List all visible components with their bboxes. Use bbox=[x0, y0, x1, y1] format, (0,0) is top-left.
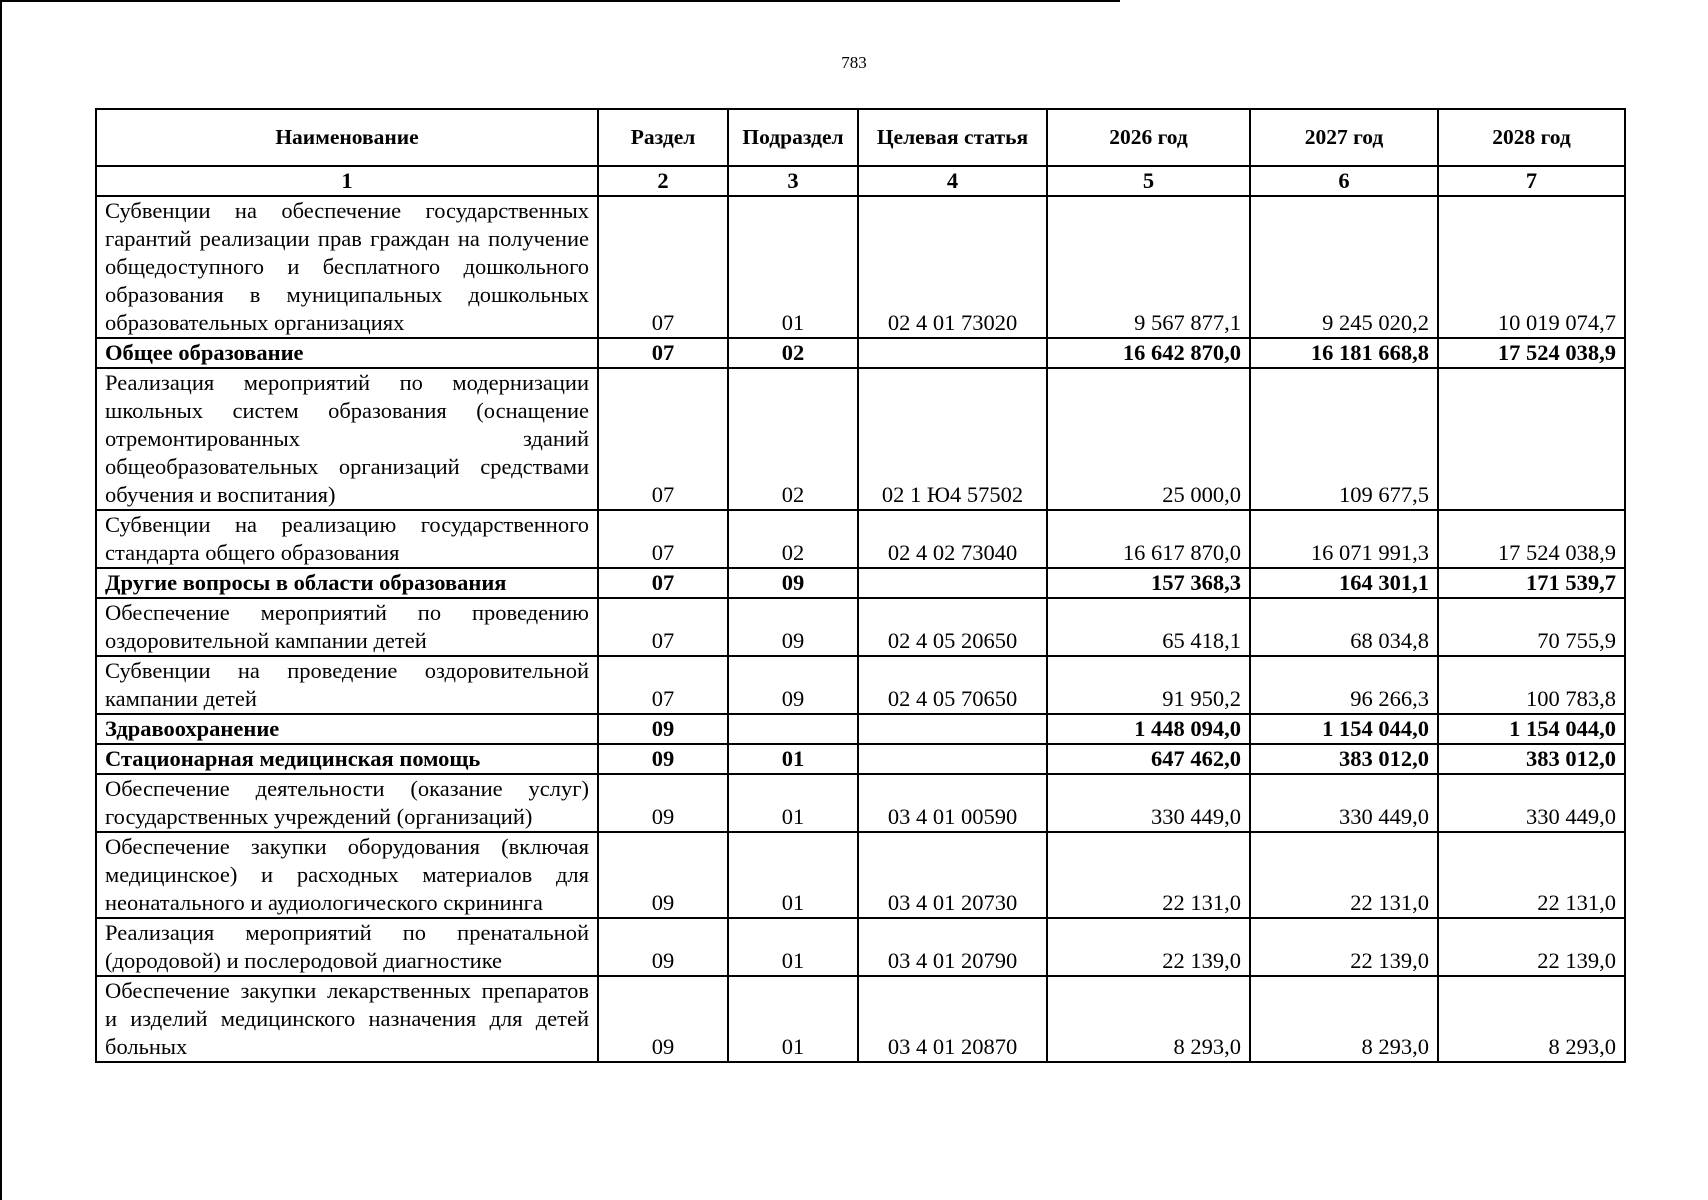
row-amount-2026: 157 368,3 bbox=[1047, 568, 1250, 598]
row-razdel: 07 bbox=[598, 510, 728, 568]
row-razdel: 07 bbox=[598, 598, 728, 656]
row-amount-2028: 1 154 044,0 bbox=[1438, 714, 1625, 744]
row-amount-2027: 383 012,0 bbox=[1250, 744, 1438, 774]
row-amount-2027: 1 154 044,0 bbox=[1250, 714, 1438, 744]
row-razdel: 07 bbox=[598, 568, 728, 598]
row-tselevaya bbox=[858, 568, 1047, 598]
row-name: Реализация мероприятий по модернизации школьных систем образования (оснащение отремонтированных зданий общеобразовательных организаций средствами обучения и воспитания) bbox=[96, 368, 598, 510]
table-row bbox=[96, 774, 1625, 832]
row-podrazdel: 02 bbox=[728, 510, 858, 568]
column-number: 3 bbox=[728, 166, 858, 196]
row-podrazdel bbox=[728, 714, 858, 744]
table-row-subtotal bbox=[96, 568, 1625, 598]
row-podrazdel: 01 bbox=[728, 976, 858, 1062]
row-podrazdel: 09 bbox=[728, 568, 858, 598]
row-amount-2028 bbox=[1438, 368, 1625, 510]
row-podrazdel: 01 bbox=[728, 774, 858, 832]
row-name: Обеспечение мероприятий по проведению оздоровительной кампании детей bbox=[96, 598, 598, 656]
row-razdel: 09 bbox=[598, 714, 728, 744]
row-amount-2028: 383 012,0 bbox=[1438, 744, 1625, 774]
row-amount-2028: 100 783,8 bbox=[1438, 656, 1625, 714]
row-amount-2028: 17 524 038,9 bbox=[1438, 510, 1625, 568]
row-amount-2026: 1 448 094,0 bbox=[1047, 714, 1250, 744]
row-name: Обеспечение закупки лекарственных препаратов и изделий медицинского назначения для детей больных bbox=[96, 976, 598, 1062]
row-amount-2028: 8 293,0 bbox=[1438, 976, 1625, 1062]
row-name: Здравоохранение bbox=[96, 714, 598, 744]
row-tselevaya: 02 4 05 70650 bbox=[858, 656, 1047, 714]
row-name: Общее образование bbox=[96, 338, 598, 368]
top-border-line bbox=[0, 0, 1120, 2]
row-tselevaya: 03 4 01 20730 bbox=[858, 832, 1047, 918]
column-number: 6 bbox=[1250, 166, 1438, 196]
row-amount-2027: 330 449,0 bbox=[1250, 774, 1438, 832]
row-amount-2028: 10 019 074,7 bbox=[1438, 196, 1625, 338]
table-row bbox=[96, 196, 1625, 338]
header-tselevaya: Целевая статья bbox=[858, 109, 1047, 166]
column-number: 2 bbox=[598, 166, 728, 196]
page-number: 783 bbox=[841, 53, 867, 72]
column-number: 5 bbox=[1047, 166, 1250, 196]
row-razdel: 07 bbox=[598, 196, 728, 338]
row-name: Субвенции на проведение оздоровительной кампании детей bbox=[96, 656, 598, 714]
row-amount-2026: 330 449,0 bbox=[1047, 774, 1250, 832]
column-number: 1 bbox=[96, 166, 598, 196]
table-header-row bbox=[96, 109, 1625, 166]
row-podrazdel: 01 bbox=[728, 918, 858, 976]
column-number: 7 bbox=[1438, 166, 1625, 196]
row-amount-2028: 70 755,9 bbox=[1438, 598, 1625, 656]
row-podrazdel: 01 bbox=[728, 832, 858, 918]
row-amount-2027: 22 139,0 bbox=[1250, 918, 1438, 976]
row-razdel: 09 bbox=[598, 832, 728, 918]
row-amount-2026: 25 000,0 bbox=[1047, 368, 1250, 510]
row-podrazdel: 02 bbox=[728, 368, 858, 510]
row-amount-2026: 16 617 870,0 bbox=[1047, 510, 1250, 568]
row-amount-2027: 9 245 020,2 bbox=[1250, 196, 1438, 338]
row-name: Стационарная медицинская помощь bbox=[96, 744, 598, 774]
table-row bbox=[96, 368, 1625, 510]
row-amount-2028: 17 524 038,9 bbox=[1438, 338, 1625, 368]
row-razdel: 09 bbox=[598, 918, 728, 976]
row-podrazdel: 01 bbox=[728, 196, 858, 338]
row-tselevaya bbox=[858, 338, 1047, 368]
row-name: Другие вопросы в области образования bbox=[96, 568, 598, 598]
row-amount-2028: 330 449,0 bbox=[1438, 774, 1625, 832]
table-row-subtotal bbox=[96, 744, 1625, 774]
row-amount-2026: 65 418,1 bbox=[1047, 598, 1250, 656]
row-amount-2026: 22 139,0 bbox=[1047, 918, 1250, 976]
row-amount-2028: 22 131,0 bbox=[1438, 832, 1625, 918]
row-name: Субвенции на обеспечение государственных гарантий реализации прав граждан на получение общедоступного и бесплатного дошкольного образования в муниципальных дошкольных образовательных организациях bbox=[96, 196, 598, 338]
row-tselevaya: 03 4 01 20870 bbox=[858, 976, 1047, 1062]
header-2026: 2026 год bbox=[1047, 109, 1250, 166]
table-row bbox=[96, 656, 1625, 714]
row-name: Обеспечение деятельности (оказание услуг) государственных учреждений (организаций) bbox=[96, 774, 598, 832]
row-amount-2027: 8 293,0 bbox=[1250, 976, 1438, 1062]
row-amount-2027: 16 071 991,3 bbox=[1250, 510, 1438, 568]
row-razdel: 09 bbox=[598, 744, 728, 774]
row-name: Субвенции на реализацию государственного стандарта общего образования bbox=[96, 510, 598, 568]
row-tselevaya: 02 4 05 20650 bbox=[858, 598, 1047, 656]
row-amount-2027: 96 266,3 bbox=[1250, 656, 1438, 714]
row-razdel: 07 bbox=[598, 338, 728, 368]
header-name: Наименование bbox=[96, 109, 598, 166]
table-body bbox=[96, 196, 1625, 1062]
table-row-subtotal bbox=[96, 714, 1625, 744]
row-podrazdel: 01 bbox=[728, 744, 858, 774]
row-amount-2027: 109 677,5 bbox=[1250, 368, 1438, 510]
row-tselevaya bbox=[858, 744, 1047, 774]
row-name: Обеспечение закупки оборудования (включая медицинское) и расходных материалов для неонатального и аудиологического скрининга bbox=[96, 832, 598, 918]
row-tselevaya: 02 4 01 73020 bbox=[858, 196, 1047, 338]
header-podrazdel: Подраздел bbox=[728, 109, 858, 166]
row-tselevaya: 03 4 01 00590 bbox=[858, 774, 1047, 832]
row-amount-2027: 22 131,0 bbox=[1250, 832, 1438, 918]
row-podrazdel: 09 bbox=[728, 656, 858, 714]
table-row bbox=[96, 598, 1625, 656]
row-amount-2027: 16 181 668,8 bbox=[1250, 338, 1438, 368]
table-row bbox=[96, 976, 1625, 1062]
row-podrazdel: 02 bbox=[728, 338, 858, 368]
budget-table bbox=[95, 108, 1626, 1063]
table-row bbox=[96, 510, 1625, 568]
row-razdel: 07 bbox=[598, 368, 728, 510]
row-amount-2027: 164 301,1 bbox=[1250, 568, 1438, 598]
left-border-line bbox=[0, 0, 2, 1200]
row-amount-2026: 8 293,0 bbox=[1047, 976, 1250, 1062]
column-number-row bbox=[96, 166, 1625, 196]
column-number: 4 bbox=[858, 166, 1047, 196]
row-razdel: 07 bbox=[598, 656, 728, 714]
header-razdel: Раздел bbox=[598, 109, 728, 166]
row-amount-2027: 68 034,8 bbox=[1250, 598, 1438, 656]
row-razdel: 09 bbox=[598, 976, 728, 1062]
row-podrazdel: 09 bbox=[728, 598, 858, 656]
row-amount-2028: 171 539,7 bbox=[1438, 568, 1625, 598]
row-tselevaya: 02 1 Ю4 57502 bbox=[858, 368, 1047, 510]
row-amount-2026: 647 462,0 bbox=[1047, 744, 1250, 774]
table-row bbox=[96, 918, 1625, 976]
row-name: Реализация мероприятий по пренатальной (дородовой) и послеродовой диагностике bbox=[96, 918, 598, 976]
row-tselevaya bbox=[858, 714, 1047, 744]
row-amount-2026: 9 567 877,1 bbox=[1047, 196, 1250, 338]
row-razdel: 09 bbox=[598, 774, 728, 832]
row-amount-2028: 22 139,0 bbox=[1438, 918, 1625, 976]
table-row bbox=[96, 832, 1625, 918]
row-amount-2026: 91 950,2 bbox=[1047, 656, 1250, 714]
header-2028: 2028 год bbox=[1438, 109, 1625, 166]
row-tselevaya: 03 4 01 20790 bbox=[858, 918, 1047, 976]
row-tselevaya: 02 4 02 73040 bbox=[858, 510, 1047, 568]
row-amount-2026: 22 131,0 bbox=[1047, 832, 1250, 918]
table-row-subtotal bbox=[96, 338, 1625, 368]
header-2027: 2027 год bbox=[1250, 109, 1438, 166]
row-amount-2026: 16 642 870,0 bbox=[1047, 338, 1250, 368]
